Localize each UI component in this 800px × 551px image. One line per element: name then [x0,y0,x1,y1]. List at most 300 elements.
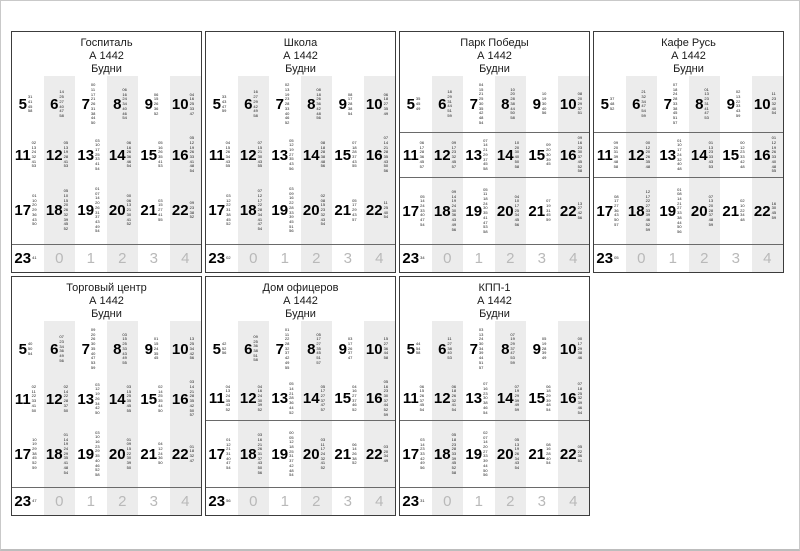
hour-label: 20 [108,445,126,463]
minute-value: 56 [483,472,488,478]
minute-value: 16 [126,144,132,150]
minute-value: 05 [483,186,488,192]
minute-value: 19 [63,149,69,155]
minute-value: 35 [383,105,389,111]
minute-value: 54 [126,163,132,169]
hour-label: 18 [433,445,451,463]
stop-panel-5 [11,276,202,516]
hour-row [400,377,589,420]
hour-label: 21 [722,202,740,220]
minutes-list [289,139,298,172]
minute-value: 24 [153,345,159,351]
minute-value: 44 [483,462,488,468]
minute-value: 30 [451,207,457,213]
minute-value: 32 [771,100,777,106]
hour-label: 8 [501,340,510,358]
hour-cell [400,377,432,420]
minutes-list [578,136,587,174]
minute-value: 30 [541,100,547,106]
minute-value: 45 [546,212,551,218]
inactive-hour-label: 1 [280,250,289,267]
minute-value: 43 [225,158,231,164]
minute-value: 23 [771,96,777,102]
minute-value: 37 [352,154,357,159]
hour-label: 23 [208,250,226,267]
hour-cell [12,488,44,515]
minute-value: 28 [189,393,195,399]
minute-value: 52 [95,467,100,473]
stop-name: Дом офицеров [262,282,339,294]
hours-grid [12,321,201,515]
minutes-list [222,95,231,114]
hour-cell [301,177,333,244]
minute-value: 55 [225,163,231,169]
minute-value: 43 [95,218,100,224]
minute-value: 02 [31,139,37,145]
minute-value: 54 [289,472,294,478]
hour-cell [364,321,396,377]
minute-value: 45 [415,100,421,106]
minute-value: 16 [483,386,488,392]
hour-cell [238,245,270,272]
minute-value: 45 [153,355,159,361]
minute-value: 07 [546,198,551,204]
minute-value: 42 [95,405,100,411]
minute-value: 56 [514,221,520,227]
minute-value: 41 [27,98,33,104]
minute-value: 35 [90,345,96,351]
hour-label: 11 [402,390,419,408]
minute-value: 03 [189,379,195,385]
inactive-hour-label: 2 [312,493,321,511]
hour-label: 12 [239,146,257,164]
minute-value: 35 [483,210,488,216]
minute-value: 18 [289,444,294,450]
minute-value: 09 [289,190,294,196]
minutes-list [740,141,749,169]
minute-value: 17 [257,197,263,203]
minute-value: 37 [577,154,583,160]
minute-value: 11 [284,331,290,337]
minute-value: 41 [31,158,37,164]
minute-value: 54 [63,469,69,475]
minute-value: 52 [32,460,37,466]
day-type: Будни [91,63,122,75]
minute-value: 52 [226,221,231,227]
minute-value: 51 [447,107,452,113]
minute-value: 03 [347,336,353,342]
minute-value: 39 [63,216,69,222]
hour-row [12,244,201,272]
minute-value: 51 [253,352,258,358]
minute-value: 00 [126,193,132,199]
hour-cell [752,178,784,244]
minute-value: 26 [771,149,777,155]
minute-value: 08 [677,191,682,197]
minute-value: 10 [541,91,547,97]
minute-value: 54 [257,225,263,231]
minute-value: 26 [352,451,357,457]
minute-value: 59 [645,226,651,232]
minutes-list [28,342,37,356]
minute-value: 16 [257,388,263,394]
minute-value: 45 [419,402,425,408]
minute-value: 18 [577,386,583,392]
hour-cell [44,421,76,487]
minute-value: 41 [158,211,163,217]
hour-cell [558,488,590,515]
minute-value: 21 [478,91,484,97]
hour-label: 6 [244,96,253,113]
minutes-list [253,335,262,363]
minute-value: 55 [352,163,357,169]
minutes-list [772,92,781,116]
hour-label: 11 [14,146,31,164]
minute-value: 22 [257,202,263,208]
minute-value: 00 [90,82,96,88]
minutes-list [32,385,41,413]
minute-value: 44 [289,404,294,410]
minute-value: 17 [347,341,353,346]
minute-value: 21 [383,144,389,150]
inactive-hour-label: 4 [763,250,772,268]
minute-value: 28 [289,204,294,210]
minute-value: 55 [257,163,263,169]
hour-cell [332,76,364,133]
minute-value: 47 [32,498,37,504]
minute-value: 03 [420,436,425,442]
minute-value: 58 [577,168,583,174]
inactive-hour-label: 3 [731,250,740,268]
minute-value: 23 [95,443,100,449]
hour-cell [432,421,464,487]
hour-label: 8 [113,340,122,358]
minute-value: 03 [126,384,132,390]
hour-cell [332,245,364,272]
minute-value: 26 [153,101,159,107]
panels-row-bottom [11,276,590,516]
minute-value: 34 [641,98,646,104]
minute-value: 45 [546,161,551,167]
minute-value: 16 [771,200,777,206]
minute-value: 02 [226,255,231,261]
minutes-list [578,337,587,361]
minute-value: 17 [352,202,357,208]
minute-value: 57 [316,359,321,365]
minute-value: 38 [672,105,678,111]
minute-value: 03 [95,381,100,387]
hour-label: 5 [406,95,415,113]
hour-label: 7 [275,340,284,358]
hour-cell [44,177,76,244]
minute-value: 53 [510,355,515,361]
minute-value: 35 [63,455,69,461]
minute-value: 43 [225,402,231,408]
hour-label: 15 [528,390,546,408]
minutes-list [384,337,393,361]
hour-label: 8 [113,96,122,113]
minute-value: 14 [95,195,100,201]
minutes-list [28,95,37,114]
hour-label: 15 [334,146,352,164]
minute-value: 34 [95,400,100,406]
hour-cell [238,177,270,244]
minutes-list [384,136,393,174]
hour-cell [12,177,44,244]
minute-value: 58 [483,228,488,234]
hour-label: 23 [208,493,226,511]
hour-label: 6 [438,95,447,113]
minutes-list [226,385,235,413]
hour-label: 16 [171,146,189,164]
minute-value: 10 [95,142,100,148]
minute-value: 40 [383,209,389,215]
hour-cell [75,321,107,377]
hour-cell [400,133,432,177]
minute-value: 34 [225,154,231,159]
minute-value: 27 [253,94,258,100]
minute-value: 54 [451,407,457,413]
minute-value: 53 [90,359,96,365]
minutes-list [127,438,136,471]
minute-value: 41 [32,255,37,261]
minutes-list [95,139,104,172]
minutes-list [158,385,167,413]
minute-value: 50 [158,460,163,466]
minute-value: 00 [577,336,583,342]
hour-label: 23 [14,493,32,511]
minute-value: 14 [677,196,682,202]
minute-value: 35 [415,96,421,102]
minutes-list [510,88,519,121]
hour-cell [720,133,752,177]
minute-value: 31 [257,451,263,457]
minute-value: 48 [708,217,714,223]
minute-value: 50 [677,224,682,230]
minute-value: 33 [31,398,37,404]
hour-cell [301,245,333,272]
hour-cell [526,245,558,272]
minute-value: 52 [352,460,357,466]
minute-value: 03 [95,429,100,435]
minute-value: 02 [284,82,290,88]
minute-value: 50 [158,407,163,413]
hour-cell [75,76,107,133]
minutes-list [258,433,267,475]
minute-value: 05 [289,381,294,387]
minute-value: 49 [514,402,520,408]
hour-label: 6 [50,340,59,358]
hour-cell [558,245,590,272]
minute-value: 26 [90,101,96,107]
minute-value: 54 [95,165,100,171]
minute-value: 27 [483,448,488,454]
minute-value: 25 [189,101,195,107]
minute-value: 19 [95,391,100,397]
hour-cell [432,133,464,177]
minute-value: 32 [63,211,69,217]
minute-value: 28 [347,101,353,107]
minute-value: 36 [158,455,163,461]
minute-value: 57 [189,412,195,418]
minute-value: 40 [771,105,777,111]
minute-value: 31 [27,94,33,100]
route-number: А 1442 [89,50,124,62]
minute-value: 54 [415,345,421,351]
minute-value: 32 [677,156,682,162]
minute-value: 29 [253,98,258,104]
hour-label: 20 [302,202,320,219]
hour-cell [720,76,752,132]
minutes-list [32,438,41,471]
hour-label: 19 [77,445,95,463]
hour-cell [269,488,301,515]
hour-row [206,321,395,377]
hour-label: 9 [338,96,347,113]
minute-value: 59 [32,464,37,470]
minutes-list [673,83,682,125]
hour-cell [75,421,107,487]
minute-value: 29 [32,207,37,213]
minute-value: 44 [158,402,163,408]
minute-value: 04 [189,91,195,97]
minute-value: 11 [383,200,388,206]
hour-cell [206,76,238,133]
minutes-list [190,337,199,361]
minutes-list [289,187,298,234]
minute-value: 34 [189,345,195,351]
minute-value: 02 [735,89,741,95]
minutes-list [154,93,163,117]
minutes-list [709,195,718,228]
minute-value: 24 [257,393,263,399]
stop-panel-4 [593,31,784,273]
inactive-hour-label: 0 [443,250,452,268]
minute-value: 58 [510,114,515,120]
minute-value: 23 [320,207,326,213]
minute-value: 47 [420,217,425,223]
inactive-hour-label: 4 [181,250,190,267]
hour-cell [495,245,527,272]
minute-value: 13 [126,202,132,208]
minute-value: 23 [451,441,457,447]
minutes-list [646,190,655,232]
minute-value: 26 [347,345,353,351]
hour-label: 23 [402,493,420,511]
hour-cell [107,133,139,177]
minutes-list [510,333,519,366]
minute-value: 43 [383,158,389,164]
minute-value: 18 [546,388,551,394]
minute-value: 22 [284,336,290,342]
minutes-list [452,141,461,169]
minute-value: 45 [126,402,132,408]
minute-value: 55 [771,168,777,174]
hour-cell [238,488,270,515]
minute-value: 20 [383,448,389,454]
inactive-hour-label: 2 [506,493,515,511]
minute-value: 42 [189,402,195,408]
minute-value: 30 [126,211,132,217]
minutes-list [190,445,199,464]
minute-value: 31 [613,149,619,155]
minutes-list [452,385,461,413]
hour-label: 9 [144,340,153,358]
minute-value: 14 [451,193,457,199]
minute-value: 32 [577,395,583,401]
minute-value: 21 [257,441,263,447]
hour-label: 13 [271,390,289,408]
minute-value: 44 [478,355,484,361]
hour-cell [495,488,527,515]
hour-cell [558,421,590,487]
minutes-list [416,97,425,111]
hour-cell [269,321,301,377]
minute-value: 56 [289,228,294,234]
hour-label: 22 [559,202,577,220]
inactive-hour-label: 3 [537,493,546,511]
minute-value: 51 [289,223,294,229]
minute-value: 36 [289,400,294,406]
minutes-list [95,383,104,416]
minute-value: 17 [347,96,353,102]
hour-label: 16 [171,390,189,408]
minute-value: 17 [419,144,425,150]
minute-value: 33 [420,451,425,457]
inactive-hour-label: 3 [537,250,546,268]
minutes-list [64,189,73,231]
minutes-list [677,188,686,235]
minutes-list [384,201,393,220]
minute-value: 26 [257,446,263,452]
minute-value: 35 [126,398,132,404]
minute-value: 01 [708,140,714,146]
hour-label: 14 [496,390,514,408]
minute-value: 29 [63,450,69,456]
minute-value: 58 [483,165,488,171]
minute-value: 40 [541,105,547,111]
hour-cell [107,321,139,377]
hour-label: 9 [532,340,541,358]
stop-panel-1 [11,31,202,273]
minute-value: 24 [420,203,425,209]
minute-value: 55 [122,359,127,365]
minute-value: 18 [352,144,357,150]
minute-value: 10 [514,198,520,204]
minute-value: 28 [383,149,389,155]
hour-cell [495,76,527,132]
minute-value: 38 [253,348,258,354]
minute-value: 49 [253,108,258,114]
hour-cell [626,76,658,132]
hour-label: 16 [559,146,577,164]
hour-label: 13 [659,146,677,164]
minute-value: 50 [383,163,389,169]
minute-value: 29 [352,207,357,213]
hour-cell [526,178,558,244]
minute-value: 25 [478,96,484,102]
minute-value: 52 [284,119,290,125]
hour-label: 17 [14,445,32,463]
minute-value: 56 [316,115,321,121]
hour-label: 8 [695,95,704,113]
minute-value: 10 [740,203,745,209]
minute-value: 17 [577,341,583,346]
minute-value: 14 [289,386,294,392]
minute-value: 31 [226,207,231,213]
minute-value: 29 [514,393,520,399]
panel-header [12,32,201,76]
